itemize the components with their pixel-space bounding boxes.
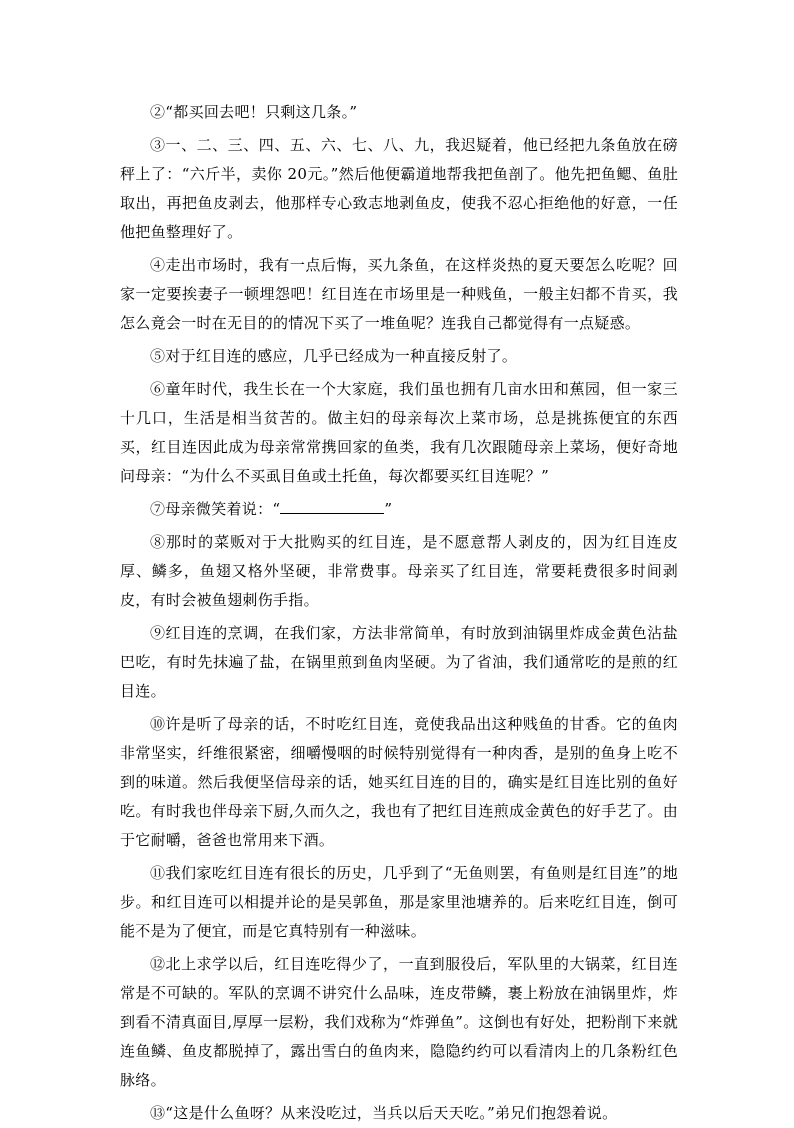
paragraph-7-text: ⑦母亲微笑着说：“ — [150, 500, 281, 518]
paragraph-11: ⑪我们家吃红目连有很长的历史，几乎到了“无鱼则罢，有鱼则是红目连”的地步。和红目连可以相提并论的是吴郭鱼，那是家里池塘养的。后来吃红目连，倒可能不是为了便宜，而是它真特别有一种滋味。 — [120, 864, 678, 940]
article-body — [120, 98, 678, 1128]
paragraph-8: ⑧那时的菜贩对于大批购买的红目连，是不愿意帮人剥皮的，因为红目连皮厚、鳞多，鱼翅又格外坚硬，非常费事。母亲买了红目连，常要耗费很多时间剥皮，有时会被鱼翅刺伤手指。 — [120, 533, 678, 609]
paragraph-3: ③一、二、三、四、五、六、七、八、九，我迟疑着，他已经把九条鱼放在磅秤上了：“六斤半，卖你 20元。”然后他便霸道地帮我把鱼剖了。他先把鱼鳃、鱼肚取出，再把鱼皮剥去，他那样专心致志地剥鱼皮，使我不忍心拒绝他的好意，一任他把鱼整理好了。 — [120, 136, 678, 241]
paragraph-4: ④走出市场时，我有一点后悔，买九条鱼，在这样炎热的夏天要怎么吃呢？回家一定要挨妻子一顿埋怨吧！红目连在市场里是一种贱鱼，一般主妇都不肯买，我怎么竟会一时在无目的的情况下买了一堆鱼呢？连我自己都觉得有一点疑惑。 — [120, 256, 678, 332]
paragraph-13: ⑬“这是什么鱼呀？从来没吃过，当兵以后天天吃。”弟兄们抱怨着说。 — [150, 1104, 618, 1122]
paragraph-10: ⑩许是听了母亲的话，不时吃红目连，竟使我品出这种贱鱼的甘香。它的鱼肉非常坚实，纤维很紧密，细嚼慢咽的时候特别觉得有一种肉香，是别的鱼身上吃不到的味道。然后我便坚信母亲的话，她买红目连的目的，确实是红目连比别的鱼好吃。有时我也伴母亲下厨,久而久之，我也有了把红目连煎成金黄色的好手艺了。由于它耐嚼，爸爸也常用来下酒。 — [120, 715, 678, 849]
paragraph-6: ⑥童年时代，我生长在一个大家庭，我们虽也拥有几亩水田和蕉园，但一家三十几口，生活是相当贫苦的。做主妇的母亲每次上菜市场，总是挑拣便宜的东西买，红目连因此成为母亲常常携回家的鱼类，我有几次跟随母亲上菜场，便好奇地问母亲：“为什么不买虱目鱼或土托鱼，每次都要买红目连呢？” — [120, 380, 678, 485]
paragraph-7 — [120, 495, 678, 524]
paragraph-7-close-quote: ” — [384, 500, 393, 518]
fill-in-blank — [280, 499, 384, 514]
paragraph-12: ⑫北上求学以后，红目连吃得少了，一直到服役后，军队里的大锅菜，红目连常是不可缺的。军队的烹调不讲究什么品味，连皮带鳞，裹上粉放在油锅里炸，炸到看不清真面目,厚厚一层粉，我们戏称为“炸弹鱼”。这倒也有好处，把粉削下来就连鱼鳞、鱼皮都脱掉了，露出雪白的鱼肉来，隐隐约约可以看清肉上的几条粉红色脉络。 — [120, 955, 678, 1089]
paragraph-2: ②“都买回去吧！只剩这几条。” — [150, 103, 358, 121]
paragraph-5: ⑤对于红目连的感应，几乎已经成为一种直接反射了。 — [150, 347, 518, 365]
paragraph-9: ⑨红目连的烹调，在我们家，方法非常简单，有时放到油锅里炸成金黄色沾盐巴吃，有时先抹遍了盐，在锅里煎到鱼肉坚硬。为了省油，我们通常吃的是煎的红目连。 — [120, 624, 678, 700]
